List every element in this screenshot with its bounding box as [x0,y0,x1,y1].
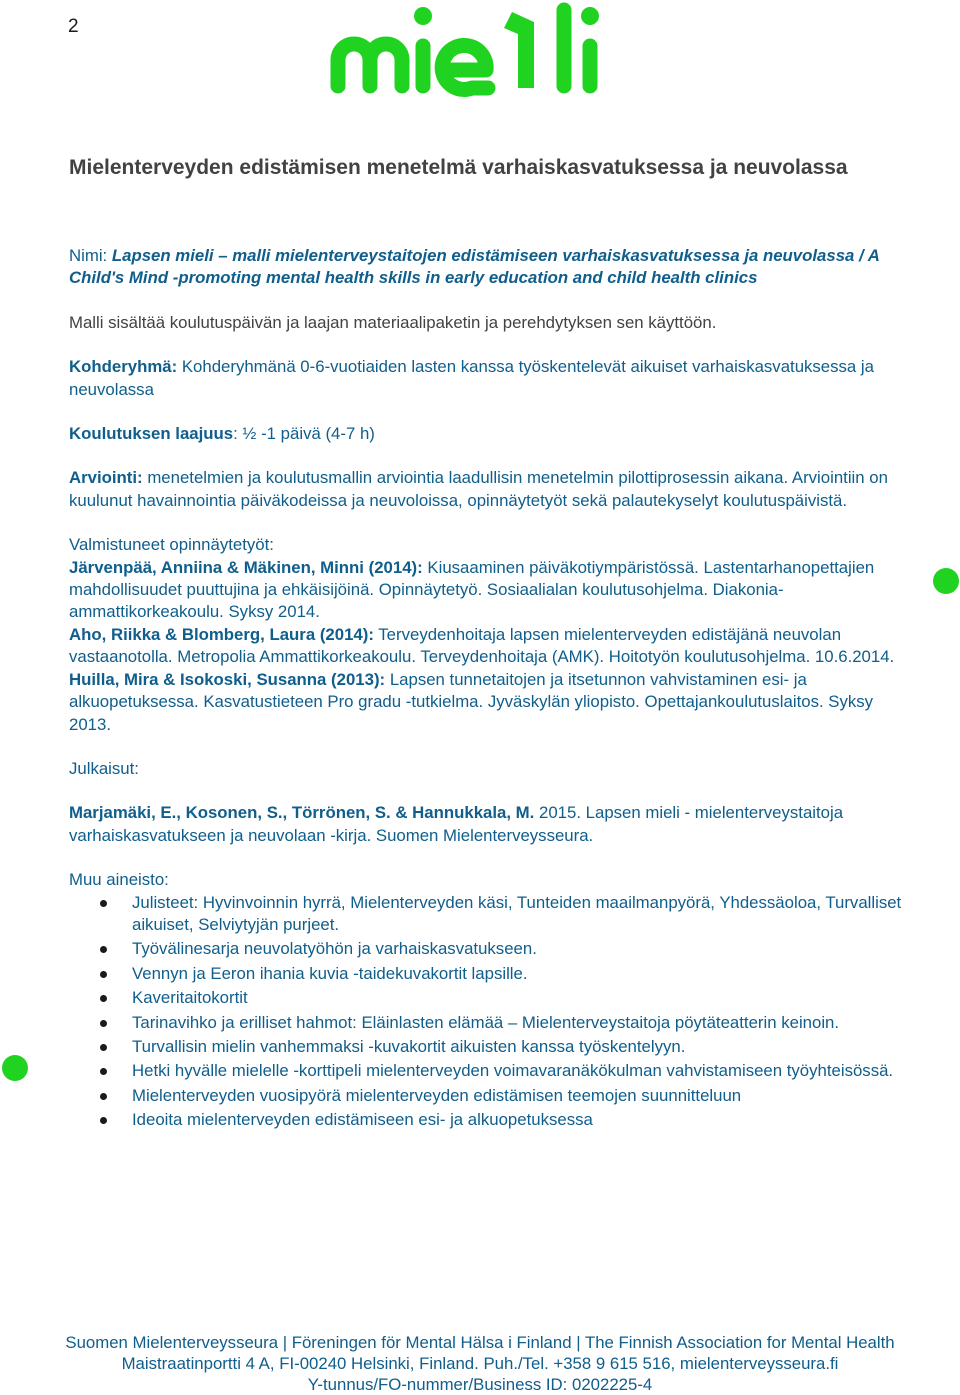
list-item: Tarinavihko ja erilliset hahmot: Eläinlasten elämää – Mielenterveystaitoja pöytäteatterin keinoin. [69,1012,909,1034]
list-item: Turvallisin mielin vanhemmaksi -kuvakortit aikuisten kanssa työskentelyyn. [69,1036,909,1058]
name-value: Lapsen mieli – malli mielenterveystaitojen edistämiseen varhaiskasvatuksessa ja neuvolassa / A Child's Mind -promoting mental health skills in early education and child health clinics [69,246,880,288]
page-number: 2 [68,16,79,37]
scope-paragraph [69,423,909,445]
includes-paragraph: Malli sisältää koulutuspäivän ja laajan materiaalipaketin ja perehdytyksen sen käyttöön. [69,312,717,332]
theses-paragraph [69,557,909,736]
green-dot-left [2,1055,28,1081]
thesis-1-authors: Järvenpää, Anniina & Mäkinen, Minni (2014): [69,557,423,577]
evaluation-part2: Arviointiin on kuulunut havainnointia päiväkodeissa ja neuvoloissa, opinnäytetyöt sekä palautekyselyt koulutuspäivistä. [69,468,888,510]
target-label: Kohderyhmä: [69,357,178,377]
list-item: Ideoita mielenterveyden edistämiseen esi- ja alkuopetuksessa [69,1109,909,1131]
footer-business-id: Y-tunnus/FO-nummer/Business ID: 0202225-4 [307,1375,653,1394]
other-heading: Muu aineisto: [69,870,169,890]
thesis-2-text: Terveydenhoitaja lapsen mielenterveyden edistäjänä neuvolan vastaanotolla. Metropolia Ammattikorkeakoulu. Terveydenhoitaja (AMK). Hoitotyön koulutusohjelma. 10.6.2014. [69,624,895,667]
name-paragraph [69,245,909,290]
publication-text: 2015. Lapsen mieli - mielenterveystaitoja varhaiskasvatukseen ja neuvolaan -kirja. Suomen Mielenterveysseura. [69,803,844,845]
list-item: Hetki hyvälle mielelle -korttipeli mielenterveyden voimavaranäkökulman vahvistamiseen työyhteisössä. [69,1060,909,1082]
list-item: Kaveritaitokortit [69,987,909,1009]
thesis-3-text: Lapsen tunnetaitojen ja itsetunnon vahvistaminen esi- ja alkuopetuksessa. Kasvatustieteen Pro gradu -tutkielma. Jyväskylän yliopisto. Opettajankoulutuslaitos. Syksy 2013. [69,669,874,734]
list-item: Työvälinesarja neuvolatyöhön ja varhaiskasvatukseen. [69,938,909,960]
document-body [69,154,909,1132]
materials-list [69,892,909,1132]
thesis-1-text: Kiusaaminen päiväkotiympäristössä. Lastentarhanopettajien mahdollisuudet puuttujina ja ehkäisijöinä. Opinnäytetyö. Sosiaalialan koulutusohjelma. Diakonia-ammattikorkeakoulu. Syksy 2014. [69,557,875,622]
list-item: Mielenterveyden vuosipyörä mielenterveyden edistämisen teemojen suunnitteluun [69,1085,909,1107]
theses-heading: Valmistuneet opinnäytetyöt: [69,535,274,555]
thesis-2-authors: Aho, Riikka & Blomberg, Laura (2014): [69,624,374,644]
list-item: Vennyn ja Eeron ihania kuvia -taidekuvakortit lapsille. [69,963,909,985]
name-label: Nimi: [69,246,108,265]
publications-paragraph [69,802,909,847]
thesis-3-authors: Huilla, Mira & Isokoski, Susanna (2013): [69,669,386,689]
publications-heading: Julkaisut: [69,758,139,778]
mieli-logo [328,0,628,100]
list-item: Julisteet: Hyvinvoinnin hyrrä, Mielenterveyden käsi, Tunteiden maailmanpyörä, Yhdessäoloa, Turvalliset aikuiset, Selviytyjän purjeet. [69,892,909,937]
footer-organisation: Suomen Mielenterveysseura | Föreningen för Mental Hälsa i Finland | The Finnish Association for Mental Health [65,1333,895,1352]
evaluation-paragraph [69,467,909,512]
page-title: Mielenterveyden edistämisen menetelmä varhaiskasvatuksessa ja neuvolassa [69,156,848,179]
target-value: Kohderyhmänä 0-6-vuotiaiden lasten kanssa työskentelevät aikuiset varhaiskasvatuksessa ja neuvolassa [69,357,874,399]
footer [0,1332,960,1395]
evaluation-part1: menetelmien ja koulutusmallin arviointia laadullisin menetelmin pilottiprosessin aikana. [142,468,789,488]
publication-authors: Marjamäki, E., Kosonen, S., Törrönen, S. & Hannukkala, M. [69,803,535,823]
footer-address: Maistraatinportti 4 A, FI-00240 Helsinki, Finland. Puh./Tel. +358 9 615 516, mielenterveysseura.fi [121,1354,839,1373]
target-paragraph [69,356,909,401]
green-dot-right [933,568,959,594]
scope-label: Koulutuksen laajuus [69,424,234,444]
evaluation-label: Arviointi: [69,468,143,488]
scope-value: : ½ -1 päivä (4-7 h) [233,424,375,444]
